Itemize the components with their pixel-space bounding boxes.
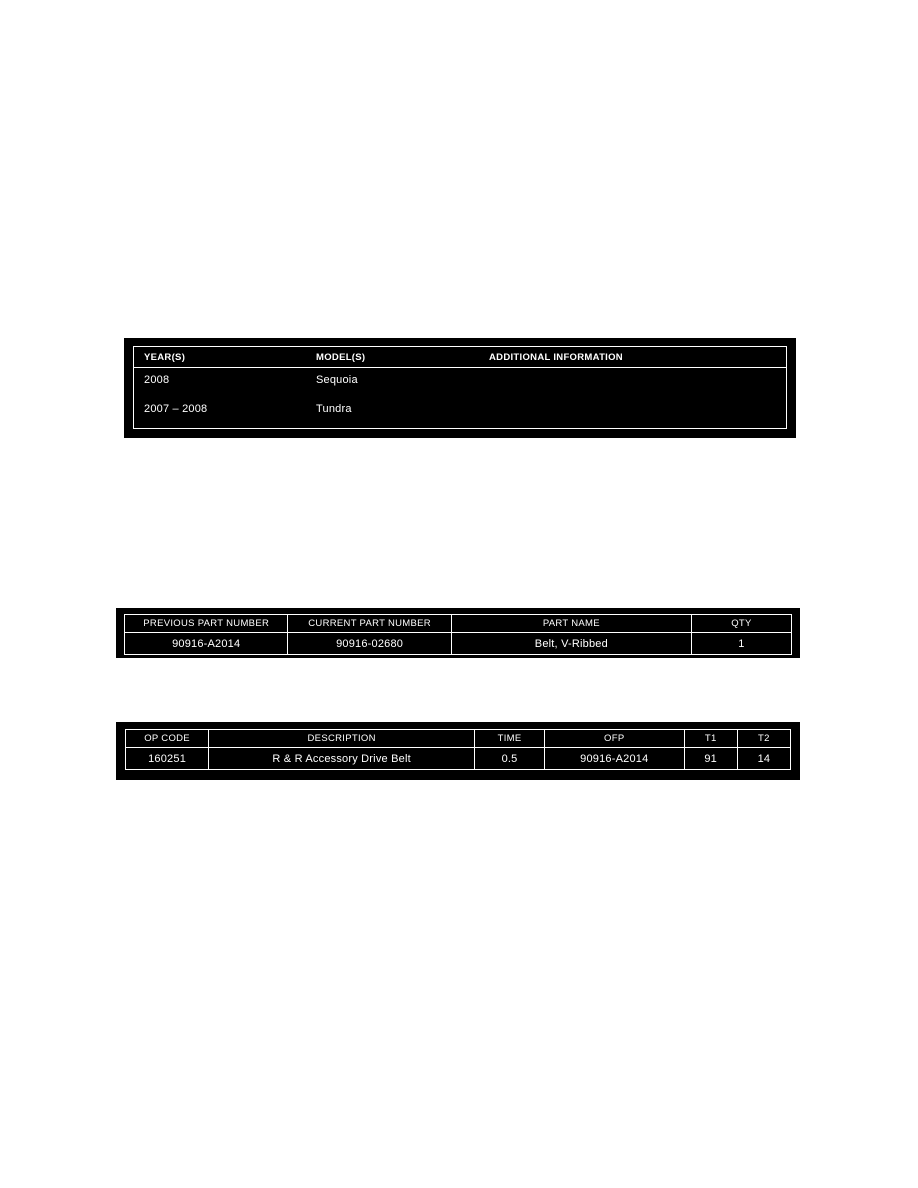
labor-header-t2: T2 [737, 730, 790, 748]
parts-header-current-part-number: CURRENT PART NUMBER [288, 615, 451, 633]
labor-cell-t2: 14 [737, 748, 790, 770]
labor-grid [125, 729, 791, 770]
labor-header-op-code: OP CODE [126, 730, 209, 748]
labor-header-time: TIME [475, 730, 545, 748]
table-row [125, 633, 792, 655]
applicability-cell-year: 2007 – 2008 [144, 403, 208, 415]
table-row [126, 748, 791, 770]
parts-header-row [125, 615, 792, 633]
labor-operation-table [116, 722, 800, 780]
parts-cell-previous-part-number: 90916-A2014 [125, 633, 288, 655]
parts-information-table [116, 608, 800, 658]
table-row [134, 403, 786, 427]
labor-header-ofp: OFP [544, 730, 684, 748]
labor-header-t1: T1 [684, 730, 737, 748]
labor-cell-t1: 91 [684, 748, 737, 770]
parts-cell-current-part-number: 90916-02680 [288, 633, 451, 655]
labor-cell-op-code: 160251 [126, 748, 209, 770]
parts-grid [124, 614, 792, 655]
parts-header-previous-part-number: PREVIOUS PART NUMBER [125, 615, 288, 633]
applicability-cell-year: 2008 [144, 374, 170, 386]
applicability-table [124, 338, 796, 438]
applicability-cell-model: Sequoia [316, 374, 358, 386]
labor-header-description: DESCRIPTION [209, 730, 475, 748]
parts-cell-part-name: Belt, V-Ribbed [451, 633, 691, 655]
parts-header-qty: QTY [691, 615, 791, 633]
labor-cell-ofp: 90916-A2014 [544, 748, 684, 770]
applicability-header-models: MODEL(S) [316, 352, 366, 363]
applicability-header-years: YEAR(S) [144, 352, 186, 363]
labor-header-row [126, 730, 791, 748]
applicability-header-additional-information: ADDITIONAL INFORMATION [489, 352, 623, 363]
labor-cell-time: 0.5 [475, 748, 545, 770]
applicability-cell-model: Tundra [316, 403, 352, 415]
labor-cell-description: R & R Accessory Drive Belt [209, 748, 475, 770]
table-row [134, 374, 786, 398]
parts-cell-qty: 1 [691, 633, 791, 655]
applicability-table-border [133, 346, 787, 429]
applicability-header-row [134, 347, 786, 368]
parts-header-part-name: PART NAME [451, 615, 691, 633]
